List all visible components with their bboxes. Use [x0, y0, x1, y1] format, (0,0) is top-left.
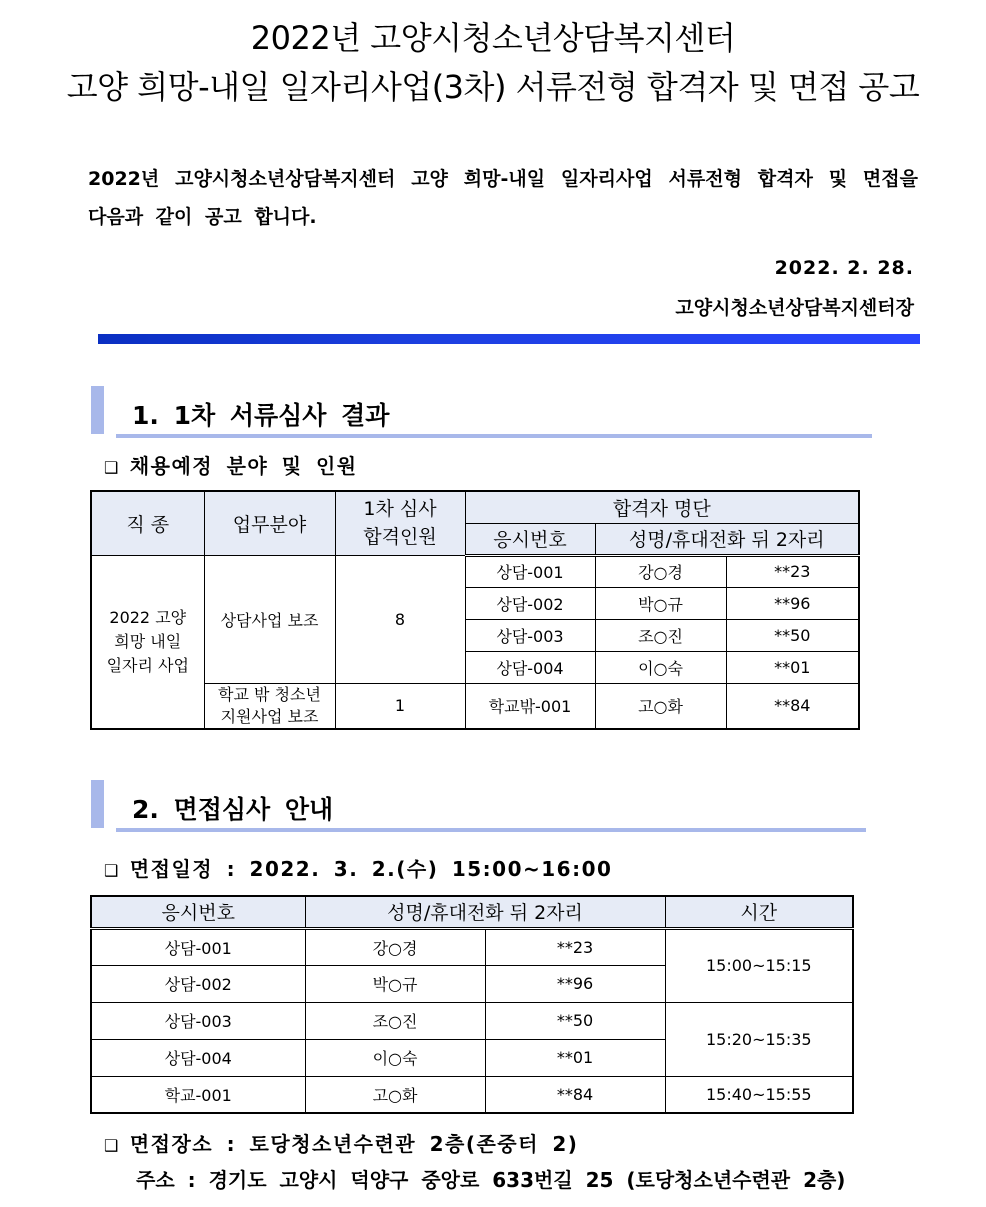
section1-subtitle	[104, 450, 358, 479]
header-passed-count: 1차 심사 합격인원	[335, 491, 465, 555]
applicant-no-cell: 학교-001	[91, 1076, 305, 1113]
header-applicant-no: 응시번호	[91, 896, 305, 928]
applicant-no-cell: 상담-001	[465, 555, 595, 587]
time-cell: 15:20~15:35	[665, 1002, 853, 1076]
name-cell: 이○숙	[305, 1039, 485, 1076]
phone-cell: **96	[485, 965, 665, 1002]
count-cell: 1	[335, 683, 465, 729]
header-name-phone: 성명/휴대전화 뒤 2자리	[305, 896, 665, 928]
field-cell: 학교 밖 청소년 지원사업 보조	[204, 683, 335, 729]
place-value: : 토당청소년수련관 2층(존중터 2)	[226, 1132, 579, 1156]
interview-schedule	[104, 853, 612, 882]
schedule-label: 면접일정	[129, 857, 214, 881]
page-title-line2: 고양 희망-내일 일자리사업(3차) 서류전형 합격자 및 면접 공고	[66, 68, 920, 106]
name-cell: 박○규	[595, 587, 726, 619]
announcement-date: 2022. 2. 28.	[774, 257, 914, 279]
field-cell: 상담사업 보조	[204, 555, 335, 683]
phone-cell: **01	[726, 651, 859, 683]
applicant-no-cell: 학교밖-001	[465, 683, 595, 729]
phone-cell: **01	[485, 1039, 665, 1076]
applicant-no-cell: 상담-001	[91, 928, 305, 965]
name-cell: 박○규	[305, 965, 485, 1002]
applicant-no-cell: 상담-004	[91, 1039, 305, 1076]
name-cell: 강○경	[595, 555, 726, 587]
page-title-line1: 2022년 고양시청소년상담복지센터	[250, 19, 736, 57]
time-cell: 15:00~15:15	[665, 928, 853, 1002]
name-cell: 조○진	[595, 619, 726, 651]
phone-cell: **84	[485, 1076, 665, 1113]
intro-paragraph: 2022년 고양시청소년상담복지센터 고양 희망-내일 일자리사업 서류전형 합격자 및 면접을 다음과 같이 공고 합니다.	[88, 168, 918, 228]
name-cell: 이○숙	[595, 651, 726, 683]
checkbox-bullet-icon: ❑	[104, 458, 120, 477]
job-type-cell: 2022 고양 희망 내일 일자리 사업	[91, 555, 204, 729]
header-divider-bar	[98, 334, 920, 344]
count-cell: 8	[335, 555, 465, 683]
header-field: 업무분야	[204, 491, 335, 555]
interview-schedule-table	[90, 895, 854, 1114]
name-cell: 고○화	[305, 1076, 485, 1113]
section1-underline	[116, 434, 872, 438]
time-cell: 15:40~15:55	[665, 1076, 853, 1113]
section2-title: 2. 면접심사 안내	[132, 795, 334, 824]
section1-subtitle-text: 채용예정 분야 및 인원	[129, 454, 358, 478]
phone-cell: **96	[726, 587, 859, 619]
section1-accent-block	[91, 386, 104, 434]
section2-underline	[116, 828, 866, 832]
announcement-signer: 고양시청소년상담복지센터장	[675, 297, 914, 319]
header-job-type: 직 종	[91, 491, 204, 555]
phone-cell: **50	[726, 619, 859, 651]
checkbox-bullet-icon: ❑	[104, 1136, 120, 1155]
name-cell: 강○경	[305, 928, 485, 965]
name-cell: 고○화	[595, 683, 726, 729]
phone-cell: **23	[485, 928, 665, 965]
checkbox-bullet-icon: ❑	[104, 861, 120, 880]
schedule-value: : 2022. 3. 2.(수) 15:00~16:00	[226, 857, 613, 881]
passed-applicants-table	[90, 490, 860, 730]
phone-cell: **84	[726, 683, 859, 729]
phone-cell: **50	[485, 1002, 665, 1039]
applicant-no-cell: 상담-002	[91, 965, 305, 1002]
applicant-no-cell: 상담-002	[465, 587, 595, 619]
interview-place	[104, 1128, 578, 1157]
applicant-no-cell: 상담-003	[91, 1002, 305, 1039]
section1-title: 1. 1차 서류심사 결과	[132, 401, 390, 430]
header-time: 시간	[665, 896, 853, 928]
applicant-no-cell: 상담-003	[465, 619, 595, 651]
place-label: 면접장소	[129, 1132, 214, 1156]
phone-cell: **23	[726, 555, 859, 587]
interview-address: 주소 : 경기도 고양시 덕양구 중앙로 633번길 25 (토당청소년수련관 2층)	[136, 1168, 846, 1192]
applicant-no-cell: 상담-004	[465, 651, 595, 683]
section2-accent-block	[91, 780, 104, 828]
name-cell: 조○진	[305, 1002, 485, 1039]
header-name-phone: 성명/휴대전화 뒤 2자리	[595, 523, 859, 555]
header-applicant-no: 응시번호	[465, 523, 595, 555]
header-passed-list: 합격자 명단	[465, 491, 859, 523]
